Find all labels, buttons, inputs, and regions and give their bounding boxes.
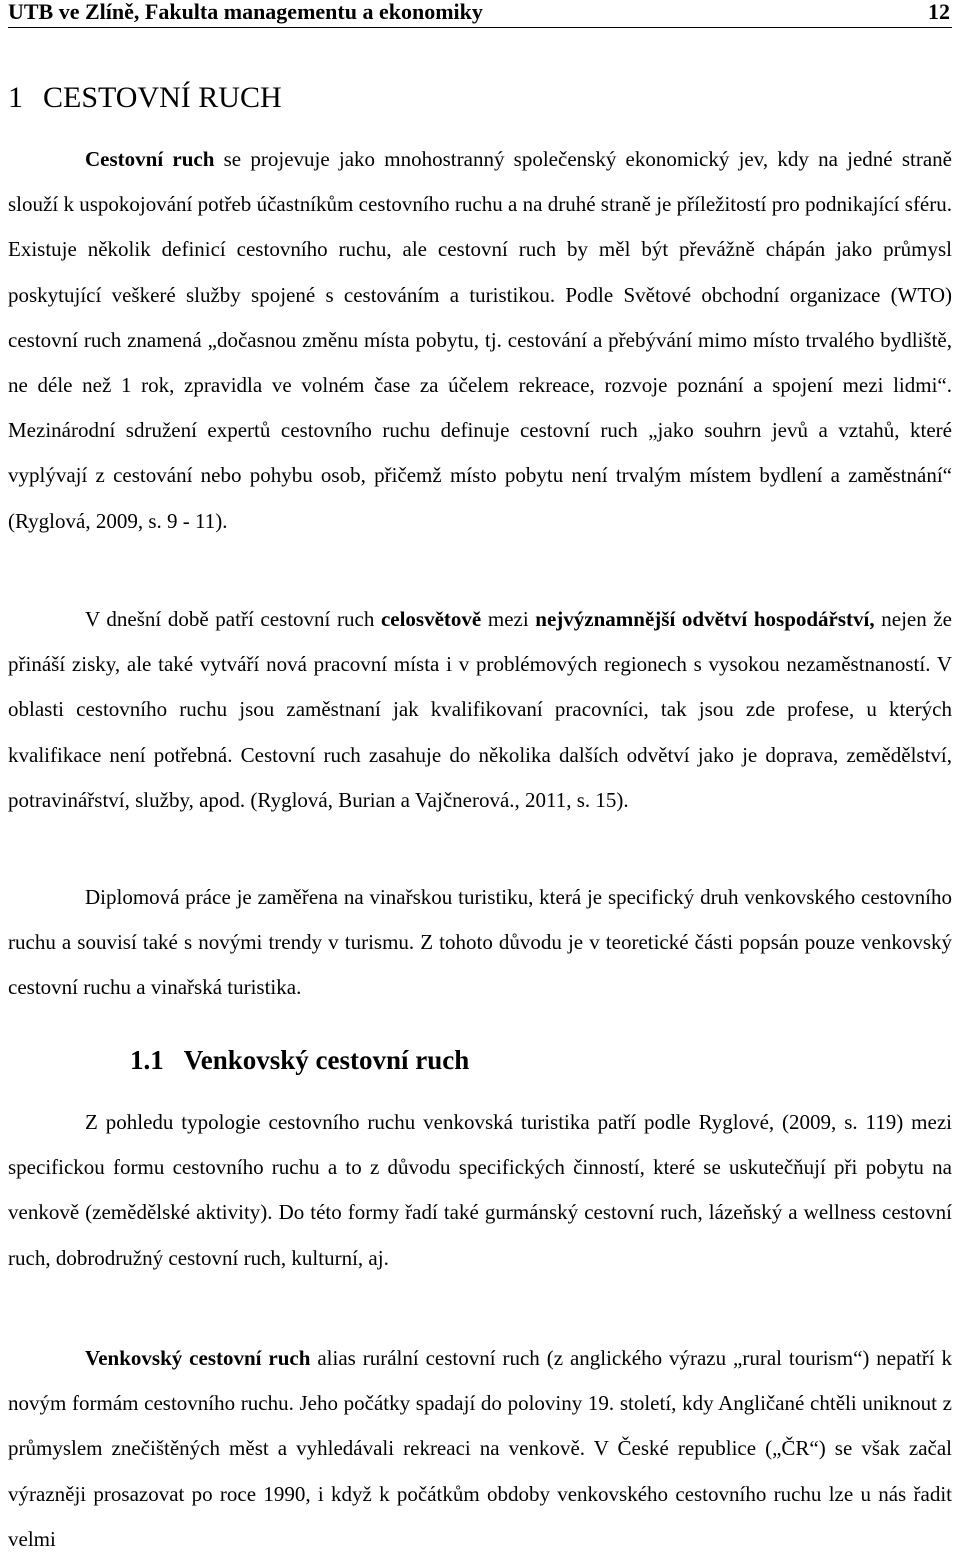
paragraph-1 <box>8 137 952 544</box>
paragraph-4: Z pohledu typologie cestovního ruchu venkovská turistika patří podle Ryglové, (2009, s. 119) mezi specifickou formu cestovního ruchu a to z důvodu specifických činností, které se uskutečňují při pobytu na venkově (zemědělské aktivity). Do této formy řadí také gurmánský cestovní ruch, lázeňský a wellness cestovní ruch, dobrodružný cestovní ruch, kulturní, aj. <box>8 1110 952 1270</box>
paragraph-2 <box>8 597 952 823</box>
paragraph-5-text: alias rurální cestovní ruch (z anglického výrazu „rural tourism“) nepatří k novým formám cestovního ruchu. Jeho počátky spadají do poloviny 19. století, kdy Angličané chtěli uniknout z průmyslem znečištěných měst a vyhledávali rekreaci na venkově. V České republice („ČR“) se však začal výrazněji prosazovat po roce 1990, i když k počátkům obdoby venkovského cestovního ruchu lze u nás řadit velmi <box>8 1346 953 1551</box>
paragraph-2-text-a: V dnešní době patří cestovní ruch <box>85 607 381 631</box>
paragraph-2-text-c: nejen že přináší zisky, ale také vytváří nová pracovní místa i v problémových regionech s vysokou nezaměstnaností. V oblasti cestovního ruchu jsou zaměstnaní jak kvalifikovaní pracovníci, tak jsou zde profese, u kterých kvalifikace není potřebná. Cestovní ruch zasahuje do několika dalších odvětví jako je doprava, zemědělství, potravinářství, služby, apod. (Ryglová, Burian a Vajčnerová., 2011, s. 15). <box>8 607 952 812</box>
page-number: 12 <box>928 0 950 24</box>
page-header <box>8 0 952 28</box>
section-title: Venkovský cestovní ruch <box>183 1045 470 1075</box>
paragraph-1-text: se projevuje jako mnohostranný společenský ekonomický jev, kdy na jedné straně slouží k uspokojování potřeb účastníkům cestovního ruchu a na druhé straně je příležitostí pro podnikající sféru. Existuje několik definicí cestovního ruchu, ale cestovní ruch by měl být převážně chápán jako průmysl poskytující veškeré služby spojené s cestováním a turistikou. Podle Světové obchodní organizace (WTO) cestovní ruch znamená „dočasnou změnu místa pobytu, tj. cestování a přebývání mimo místo trvalého bydliště, ne déle než 1 rok, zpravidla ve volném čase za účelem rekreace, rozvoje poznání a spojení mezi lidmi“. Mezinárodní sdružení expertů cestovního ruchu definuje cestovní ruch „jako souhrn jevů a vztahů, které vyplývají z cestování nebo pohybu osob, přičemž místo pobytu není trvalým místem bydlení a zaměstnání“ (Ryglová, 2009, s. 9 - 11). <box>8 147 952 533</box>
term-venkovsky-cestovni-ruch: Venkovský cestovní ruch <box>85 1346 311 1370</box>
term-cestovni-ruch: Cestovní ruch <box>85 147 215 171</box>
emphasis-celosvetove: celosvětově <box>380 607 482 631</box>
paragraph-5 <box>8 1336 952 1562</box>
section-heading <box>130 1040 469 1080</box>
section-number: 1.1 <box>130 1045 164 1075</box>
emphasis-odvetvi: nejvýznamnější odvětví hospodářství, <box>535 607 875 631</box>
paragraph-3: Diplomová práce je zaměřena na vinařskou turistiku, která je specifický druh venkovského cestovního ruchu a souvisí také s novými trendy v turismu. Z tohoto důvodu je v teoretické části popsán pouze venkovský cestovní ruchu a vinařská turistika. <box>8 885 952 1000</box>
paragraph-2-text-b: mezi <box>481 607 536 631</box>
header-title: UTB ve Zlíně, Fakultа managementu a ekonomiky <box>8 0 483 24</box>
chapter-number: 1 <box>8 81 23 114</box>
chapter-title: CESTOVNÍ RUCH <box>43 81 282 114</box>
chapter-heading <box>8 78 282 118</box>
